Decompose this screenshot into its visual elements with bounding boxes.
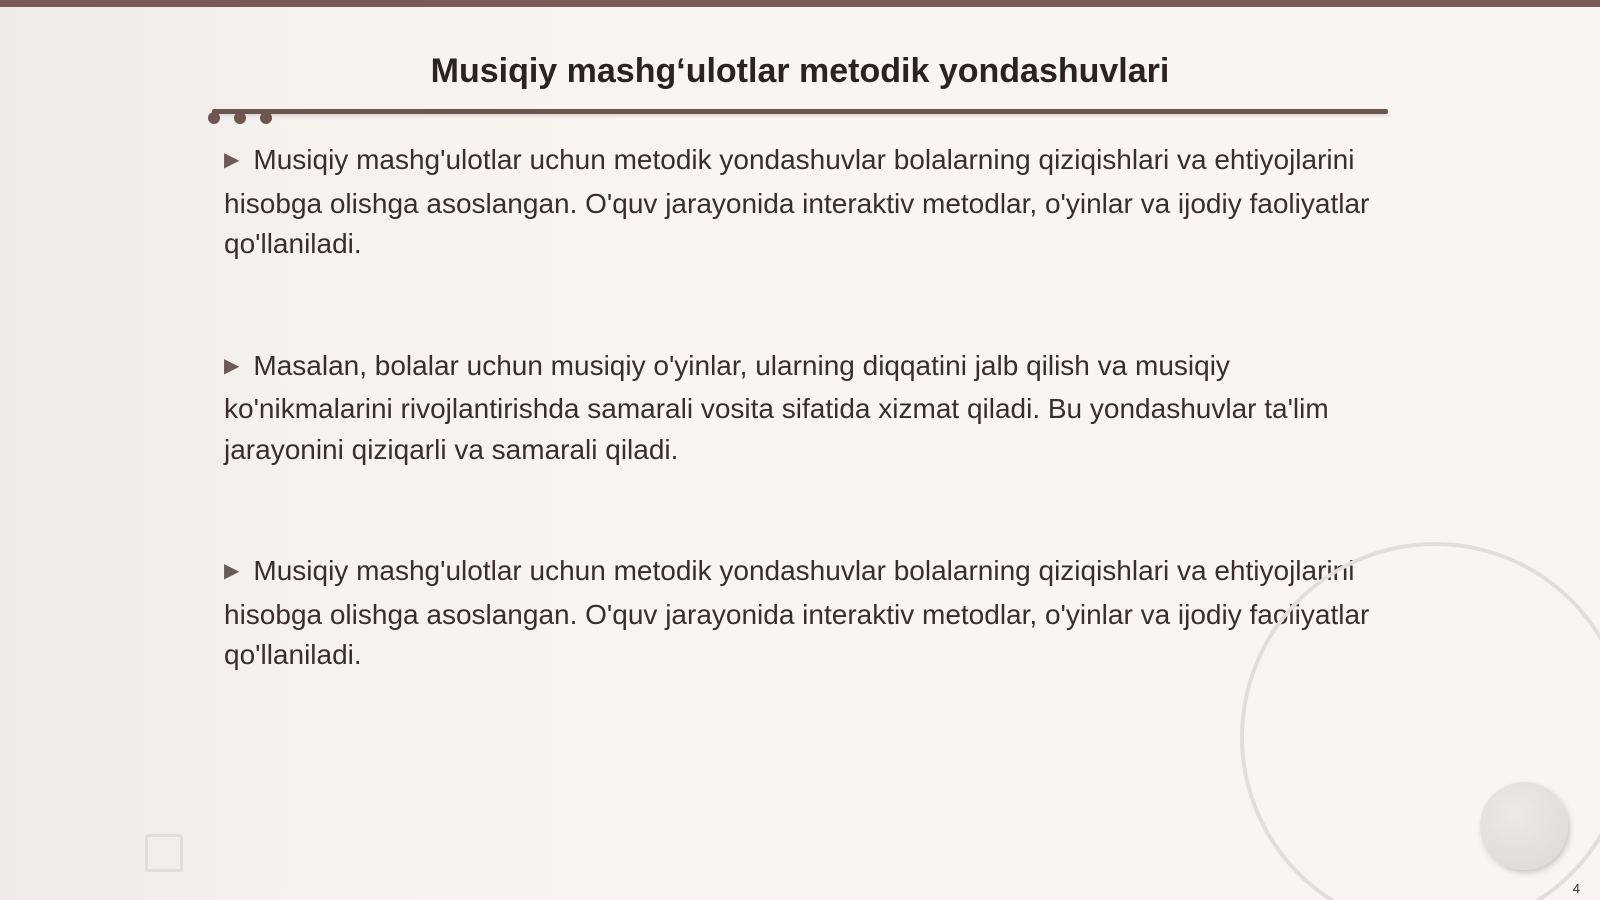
- top-accent-bar: [0, 0, 1600, 7]
- page-number: 4: [1572, 881, 1580, 896]
- slide-title: Musiqiy mashg‘ulotlar metodik yondashuvlari: [430, 52, 1170, 90]
- underline-dot: [208, 112, 220, 124]
- decorative-disc: [1480, 782, 1568, 870]
- underline-dot: [234, 112, 246, 124]
- bullet-item: [224, 140, 1374, 265]
- underline-dot: [260, 112, 272, 124]
- bullet-text: Musiqiy mashg'ulotlar uchun metodik yondashuvlar bolalarning qiziqishlari va ehtiyojlarini hisobga olishga asoslangan. O'quv jarayonida interaktiv metodlar, o'yinlar va ijodiy faoliyatlar qo'llaniladi.: [224, 144, 1370, 259]
- title-underline: [212, 109, 1388, 114]
- left-shade-panel: [0, 7, 240, 900]
- triangle-bullet-icon: ▶: [224, 560, 240, 582]
- bullet-list: [224, 140, 1374, 757]
- decorative-square: [145, 834, 183, 872]
- triangle-bullet-icon: ▶: [224, 149, 240, 171]
- bullet-text: Musiqiy mashg'ulotlar uchun metodik yondashuvlar bolalarning qiziqishlari va ehtiyojlarini hisobga olishga asoslangan. O'quv jarayonida interaktiv metodlar, o'yinlar va ijodiy faoliyatlar qo'llaniladi.: [224, 555, 1370, 670]
- bullet-text: Masalan, bolalar uchun musiqiy o'yinlar, ularning diqqatini jalb qilish va musiqiy ko'nikmalarini rivojlantirishda samarali vosita sifatida xizmat qiladi. Bu yondashuvlar ta'lim jarayonini qiziqarli va samarali qiladi.: [224, 349, 1329, 465]
- bullet-item: [224, 551, 1374, 676]
- triangle-bullet-icon: ▶: [224, 354, 240, 377]
- bullet-item: [224, 346, 1374, 471]
